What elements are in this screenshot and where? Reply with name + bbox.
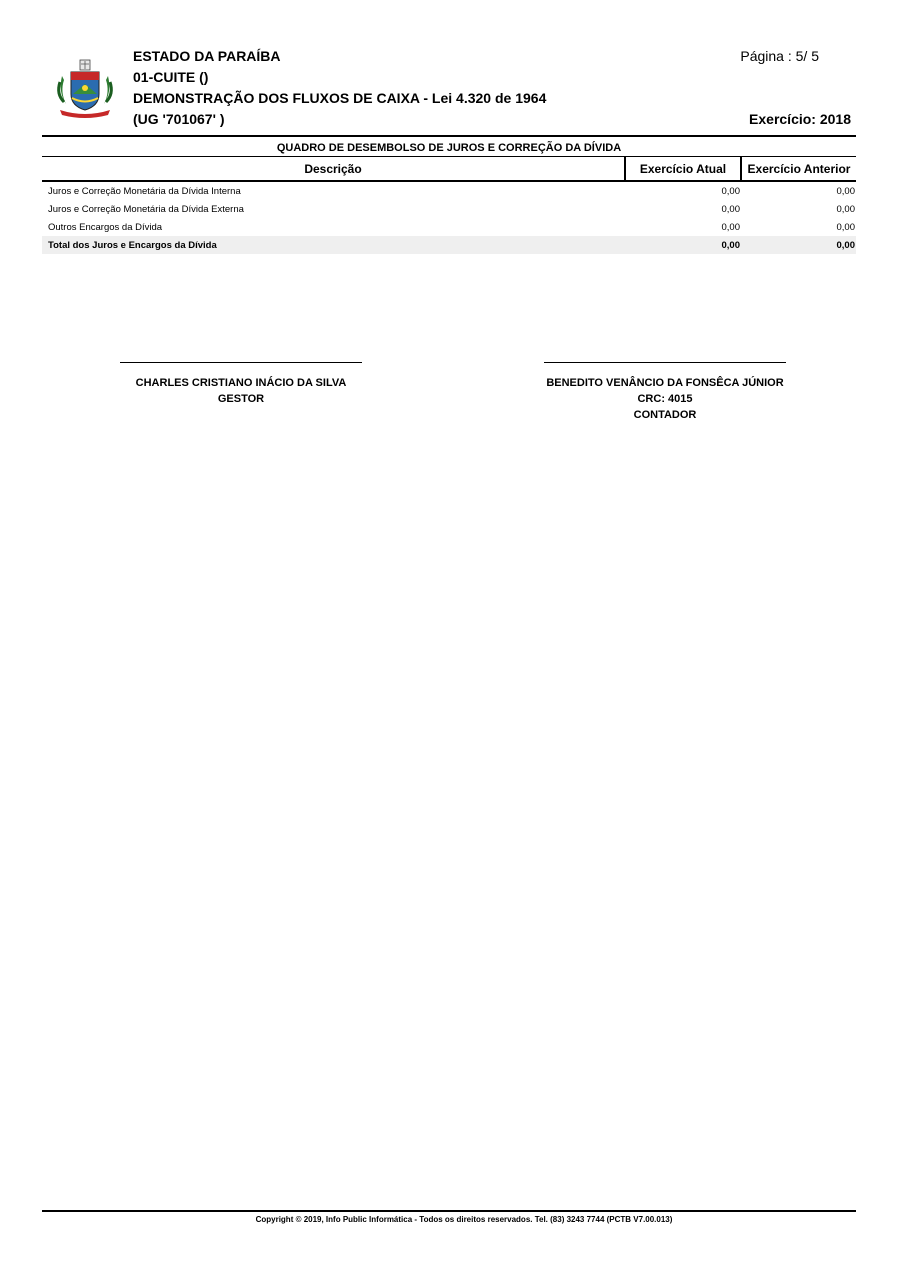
- row-previous-value: 0,00: [836, 203, 855, 215]
- table-row: [42, 181, 856, 200]
- column-header-current: Exercício Atual: [625, 157, 741, 181]
- entity-name: 01-CUITE (): [133, 69, 209, 85]
- row-label: Outros Encargos da Dívida: [48, 221, 163, 233]
- total-label: Total dos Juros e Encargos da Dívida: [42, 236, 625, 254]
- table-row: [42, 200, 856, 218]
- table-row: [42, 218, 856, 236]
- signature-manager: [120, 362, 362, 407]
- footer-copyright: Copyright © 2019, Info Public Informática - Todos os direitos reservados. Tel. (83) 3243 7744 (PCTB V7.00.013): [255, 1215, 673, 1224]
- signer-crc: CRC: 4015: [637, 393, 693, 405]
- row-label: Juros e Correção Monetária da Dívida Interna: [48, 185, 241, 197]
- row-previous-value: 0,00: [836, 221, 855, 233]
- coat-of-arms-icon: [54, 58, 116, 120]
- row-current-value: 0,00: [721, 185, 740, 197]
- column-header-previous: Exercício Anterior: [741, 157, 856, 181]
- debt-interest-table: [42, 157, 856, 254]
- footer-divider: [42, 1210, 856, 1212]
- row-previous-value: 0,00: [836, 185, 855, 197]
- signature-line: [544, 362, 786, 363]
- page-number: Página : 5/ 5: [740, 48, 819, 64]
- table-header-row: [42, 157, 856, 181]
- ug-code: (UG '701067' ): [133, 111, 225, 127]
- header-divider: [42, 135, 856, 137]
- signer-name: BENEDITO VENÂNCIO DA FONSÊCA JÚNIOR: [546, 377, 784, 389]
- report-title: DEMONSTRAÇÃO DOS FLUXOS DE CAIXA - Lei 4.320 de 1964: [133, 90, 547, 106]
- section-title: QUADRO DE DESEMBOLSO DE JUROS E CORREÇÃO DA DÍVIDA: [276, 142, 622, 154]
- signature-line: [120, 362, 362, 363]
- signer-name: CHARLES CRISTIANO INÁCIO DA SILVA: [135, 377, 347, 389]
- signer-role: GESTOR: [217, 393, 265, 405]
- signer-role: CONTADOR: [633, 409, 697, 421]
- row-label: Juros e Correção Monetária da Dívida Externa: [48, 203, 244, 215]
- total-row: [42, 236, 856, 254]
- state-name: ESTADO DA PARAÍBA: [133, 48, 281, 64]
- exercise-year: Exercício: 2018: [749, 111, 851, 127]
- total-previous-value: 0,00: [741, 236, 856, 254]
- signature-accountant: [530, 362, 800, 423]
- row-current-value: 0,00: [721, 203, 740, 215]
- row-current-value: 0,00: [721, 221, 740, 233]
- total-current-value: 0,00: [625, 236, 741, 254]
- column-header-description: Descrição: [42, 157, 625, 181]
